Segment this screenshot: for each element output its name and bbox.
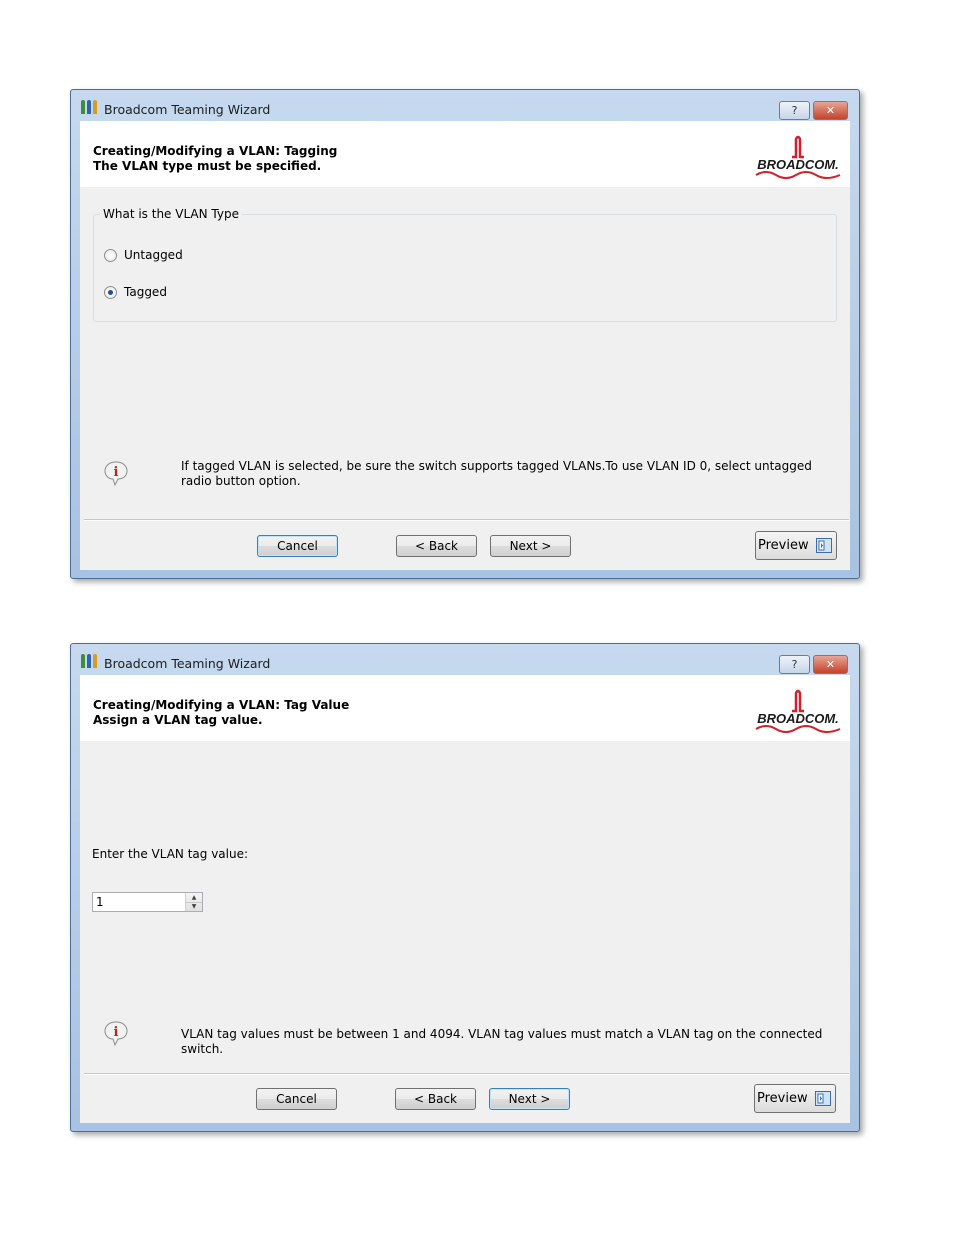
radio-label: Untagged [124, 248, 183, 262]
vlan-tag-label: Enter the VLAN tag value: [92, 847, 249, 861]
info-icon [103, 1020, 129, 1048]
broadcom-logo [752, 135, 844, 181]
footer-separator [84, 1073, 849, 1075]
info-message: If tagged VLAN is selected, be sure the switch supports tagged VLANs.To use VLAN ID 0, select untagged radio button option. [181, 459, 812, 488]
cancel-button[interactable]: Cancel [257, 535, 338, 557]
preview-pane-icon [815, 1091, 831, 1106]
page-title: Creating/Modifying a VLAN: Tagging [93, 144, 338, 158]
radio-tagged[interactable] [104, 285, 167, 299]
team-app-icon [81, 100, 97, 114]
preview-button[interactable] [755, 531, 837, 560]
svg-text:i: i [113, 465, 119, 480]
group-label: What is the VLAN Type [100, 207, 242, 221]
spin-buttons[interactable] [185, 893, 202, 911]
next-button[interactable]: Next > [489, 1088, 570, 1110]
vlan-tag-stepper[interactable] [92, 892, 203, 912]
radio-button-selected[interactable] [104, 286, 117, 299]
broadcom-logo [752, 689, 844, 735]
radio-button[interactable] [104, 249, 117, 262]
title-bar[interactable] [71, 90, 859, 120]
title-bar[interactable] [71, 644, 859, 674]
page-subtitle: Assign a VLAN tag value. [93, 713, 263, 727]
spin-up-icon[interactable]: ▲ [186, 893, 202, 903]
page-subtitle: The VLAN type must be specified. [93, 159, 322, 173]
wizard-client-area [80, 121, 850, 570]
spin-down-icon[interactable]: ▼ [191, 903, 197, 910]
help-button[interactable]: ? [779, 655, 810, 674]
preview-button[interactable] [754, 1084, 836, 1113]
back-button[interactable]: < Back [395, 1088, 476, 1110]
vlan-tag-value[interactable]: 1 [96, 895, 104, 909]
close-button[interactable]: ✕ [813, 655, 848, 674]
preview-label: Preview [757, 1091, 808, 1106]
wizard-window-tag-value [70, 643, 860, 1132]
radio-label: Tagged [124, 285, 167, 299]
svg-text:BROADCOM.: BROADCOM. [757, 157, 839, 172]
info-message: VLAN tag values must be between 1 and 4094. VLAN tag values must match a VLAN tag on the connected switch. [181, 1027, 823, 1056]
window-title: Broadcom Teaming Wizard [104, 102, 271, 117]
close-button[interactable]: ✕ [813, 101, 848, 120]
preview-label: Preview [758, 538, 809, 553]
cancel-button[interactable]: Cancel [256, 1088, 337, 1110]
next-button[interactable]: Next > [490, 535, 571, 557]
team-app-icon [81, 654, 97, 668]
help-button[interactable]: ? [779, 101, 810, 120]
info-icon [103, 460, 129, 488]
wizard-window-tagging [70, 89, 860, 579]
svg-text:i: i [113, 1025, 119, 1040]
vlan-type-group [93, 214, 837, 322]
wizard-header [80, 121, 850, 187]
wizard-header [80, 675, 850, 741]
wizard-client-area [80, 675, 850, 1123]
window-title: Broadcom Teaming Wizard [104, 656, 271, 671]
radio-untagged[interactable] [104, 248, 183, 262]
preview-pane-icon [816, 538, 832, 553]
svg-text:BROADCOM.: BROADCOM. [757, 711, 839, 726]
back-button[interactable]: < Back [396, 535, 477, 557]
footer-separator [84, 519, 849, 521]
page-title: Creating/Modifying a VLAN: Tag Value [93, 698, 350, 712]
